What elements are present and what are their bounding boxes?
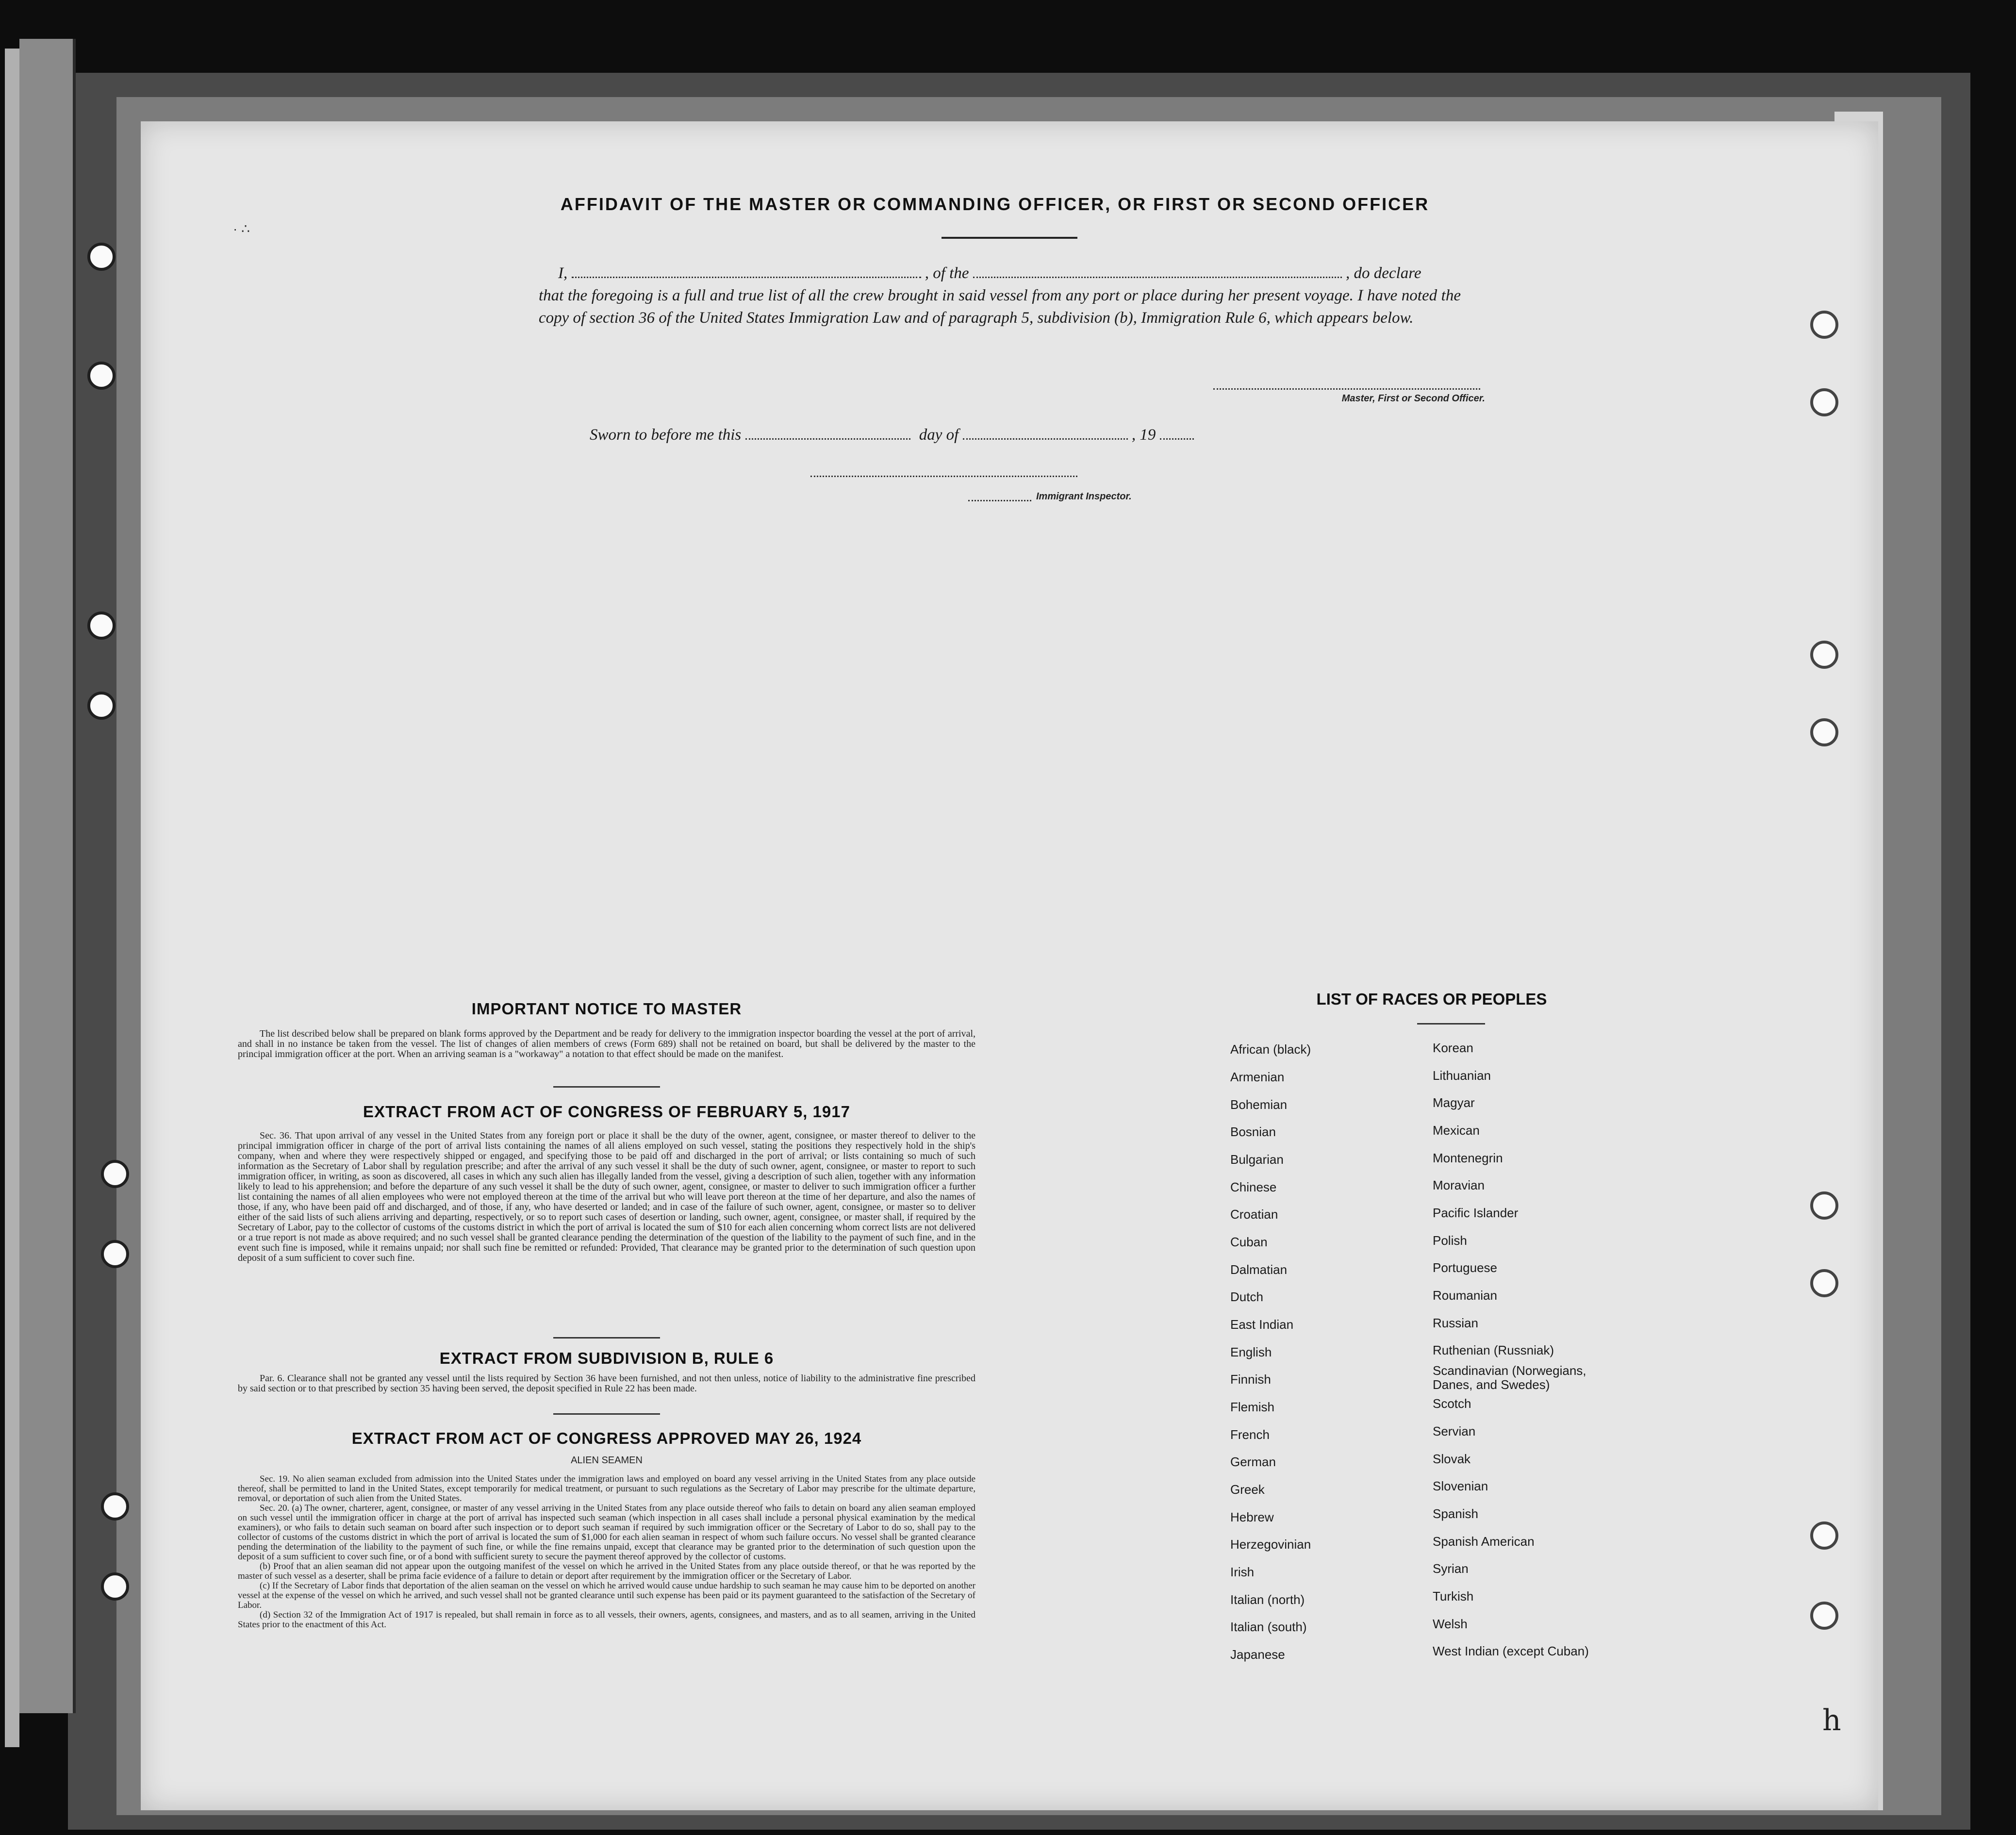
stray-mark: · ∴: [233, 221, 250, 236]
affidavit-title: AFFIDAVIT OF THE MASTER OR COMMANDING OFFICER, OR FIRST OR SECOND OFFICER: [560, 194, 1430, 214]
notice-paragraph: The list described below shall be prepared on blank forms approved by the Department and be ready for delivery to the immigration inspector boarding the vessel at the port of arrival, and shall in no instance be taken from the vessel. The list of changes of alien members of crews (Form 689) shall not be retained on board, but shall be delivered by the master to the principal immigration officer at the port. When an arriving seaman is a "workaway" a notation to that effect should be made on the manifest.: [238, 1028, 975, 1059]
races-rule: [1417, 1023, 1485, 1025]
sworn-year-field[interactable]: [1160, 429, 1194, 440]
race-item: Bohemian: [1230, 1097, 1288, 1112]
affidavit-text: that the foregoing is a full and true list of all the crew brought in said vessel from any port or place during her present voyage. I have noted the copy of section 36 of the United States Immigration Law and of paragraph 5, subdivision (b), Immigration Rule 6, which appears below.: [539, 287, 1461, 327]
race-item: Servian: [1433, 1424, 1476, 1438]
name-field[interactable]: [572, 267, 921, 278]
race-item: Portuguese: [1433, 1260, 1497, 1275]
master-signature-line[interactable]: [1213, 388, 1480, 390]
extract-1924-paragraph: (d) Section 32 of the Immigration Act of 1917 is repealed, but shall remain in force as to all vessels, their owners, agents, consignees, and masters, and as to all seamen, arriving in the United States prior to the enactment of this Act.: [238, 1610, 975, 1630]
race-item: Turkish: [1433, 1589, 1474, 1604]
race-item: Irish: [1230, 1565, 1255, 1579]
race-item: Dalmatian: [1230, 1262, 1288, 1277]
binder-strip: [19, 39, 76, 1713]
race-item: Bosnian: [1230, 1124, 1276, 1139]
notice-text: [238, 1029, 975, 1059]
race-item: Roumanian: [1433, 1288, 1497, 1303]
sworn-day-field[interactable]: [745, 429, 910, 440]
race-item: Polish: [1433, 1233, 1467, 1248]
vessel-field[interactable]: [973, 267, 1342, 278]
extract-rule6-text: [238, 1373, 975, 1394]
race-item: Hebrew: [1230, 1510, 1274, 1524]
race-item: Armenian: [1230, 1070, 1285, 1084]
race-item: Mexican: [1433, 1123, 1480, 1138]
race-item: Scotch: [1433, 1396, 1471, 1411]
race-item: Finnish: [1230, 1372, 1271, 1387]
race-item: Magyar: [1433, 1095, 1475, 1110]
section-rule: [553, 1086, 660, 1088]
race-item: Flemish: [1230, 1400, 1275, 1414]
race-item: Syrian: [1433, 1561, 1469, 1576]
declare-label: , do declare: [1345, 265, 1421, 282]
race-item: German: [1230, 1455, 1276, 1469]
race-item: West Indian (except Cuban): [1433, 1644, 1589, 1658]
race-item: English: [1230, 1345, 1272, 1359]
race-item: African (black): [1230, 1042, 1311, 1057]
race-item: Dutch: [1230, 1289, 1263, 1304]
race-item: Montenegrin: [1433, 1151, 1503, 1165]
title-rule: [942, 237, 1077, 239]
race-item: Slovenian: [1433, 1479, 1488, 1493]
punch-hole: [87, 243, 116, 271]
punch-hole: [101, 1160, 129, 1188]
race-item: Greek: [1230, 1482, 1265, 1497]
race-item: East Indian: [1230, 1317, 1294, 1332]
extract-1917-title: EXTRACT FROM ACT OF CONGRESS OF FEBRUARY 5, 1917: [363, 1103, 850, 1121]
punch-hole: [1810, 1602, 1838, 1630]
punch-hole: [1810, 641, 1838, 669]
affidavit-first-line: [539, 262, 1461, 284]
section-rule: [553, 1337, 660, 1339]
sworn-line: [590, 426, 1269, 444]
race-item: Herzegovinian: [1230, 1537, 1311, 1552]
of-the-label: , of the: [925, 265, 969, 282]
binder-strip-outer: [5, 49, 19, 1747]
extract-1924-paragraph: Sec. 20. (a) The owner, charterer, agent, consignee, or master of any vessel arriving in the United States from any place outside thereof who fails to detain on board any alien seaman employed on such vessel until the immigration officer in charge at the port of arrival has inspected such seaman (which inspection in all cases shall include a personal physical examination by the medical examiners), or who fails to detain such seaman on board after such inspection or to deport such seaman if required by such immigration officer or the Secretary of Labor to do so, shall pay to the collector of customs of the customs district in which the port of arrival is located the sum of $1,000 for each alien seaman in respect of whom such failure occurs. No vessel shall be granted clearance pending the determination of the liability to the payment of such fine, or while the fine remains unpaid, except that clearance may be granted prior to the determination of such question upon the deposit of a sum sufficient to cover such fine, or of a bond with sufficient surety to secure the payment thereof approved by the collector of customs.: [238, 1503, 975, 1562]
punch-hole: [87, 612, 116, 640]
inspector-signature-line[interactable]: [810, 476, 1077, 477]
punch-hole: [1810, 1191, 1838, 1220]
inspector-short-line: [968, 500, 1031, 501]
affidavit-body: [539, 262, 1461, 329]
extract-1917-paragraph: Sec. 36. That upon arrival of any vessel in the United States from any foreign port or place it shall be the duty of the owner, agent, consignee, or master thereof to deliver to the principal immigration officer in charge of the port of arrival lists containing the names of all aliens employed on such vessel, stating the positions they respectively hold in the ship's company, when and where they were respectively shipped or engaged, and specifying those to be paid off and discharged in the port of arrival; or lists containing so much of such information as the Secretary of Labor shall by regulation prescribe; and after the arrival of any such vessel it shall be the duty of such owner, agent, consignee, or master to report to such immigration officer, in writing, as soon as discovered, all cases in which any such alien has illegally landed from the vessel, giving a description of such alien, together with any information likely to lead to his apprehension; and before the departure of any such vessel it shall be the duty of such owner, agent, consignee, or master to deliver to such immigration officer a further list containing the names of all alien employees who were not employed thereon at the time of the arrival but who will leave port thereon at the time of her departure, and also the names of those, if any, who have been paid off and discharged, and of those, if any, who have deserted or landed; and in case of the failure of such owner, agent, consignee, or master so to deliver either of the said lists of such aliens arriving and departing, respectively, or so to report such cases of desertion or landing, such owner, agent, consignee, or master shall, if required by the Secretary of Labor, pay to the collector of customs of the customs district in which the port of arrival is located the sum of $10 for each alien concerning whom correct lists are not delivered or a true report is not made as above required; and no such vessel shall be granted clearance pending the determination of the question of the liability to the payment of such fine, and in the event such fine is imposed, while it remains unpaid; nor shall such fine be remitted or refunded: Provided, That clearance may be granted prior to the determination of such question upon deposit of a sum sufficient to cover such fine.: [238, 1130, 975, 1263]
race-item: Scandinavian (Norwegians, Danes, and Swedes): [1433, 1363, 1586, 1392]
extract-1917-text: [238, 1131, 975, 1263]
race-item: Italian (north): [1230, 1592, 1305, 1607]
year-label: , 19: [1131, 426, 1156, 444]
sworn-label: Sworn to before me this: [590, 426, 742, 444]
punch-hole: [1810, 1521, 1838, 1550]
punch-hole: [101, 1492, 129, 1521]
punch-hole: [101, 1572, 129, 1601]
race-item: Italian (south): [1230, 1620, 1307, 1634]
master-signature-label: Master, First or Second Officer.: [1341, 393, 1485, 404]
extract-1924-title: EXTRACT FROM ACT OF CONGRESS APPROVED MAY 26, 1924: [351, 1429, 862, 1447]
race-item: Chinese: [1230, 1180, 1277, 1194]
race-item: Croatian: [1230, 1207, 1278, 1222]
race-item: Korean: [1433, 1041, 1473, 1055]
handwritten-mark: h: [1822, 1703, 1841, 1737]
section-rule: [553, 1413, 660, 1415]
race-item: Lithuanian: [1433, 1068, 1491, 1083]
extract-rule6-paragraph: Par. 6. Clearance shall not be granted any vessel until the lists required by Section 36 have been furnished, and not then unless, notice of liability to the administrative fine prescribed by said section or to that prescribed by section 35 having been served, the deposit specified in Rule 22 has been made.: [238, 1373, 975, 1394]
i-label: I,: [558, 265, 568, 282]
extract-1924-paragraph: (b) Proof that an alien seaman did not appear upon the outgoing manifest of the vessel on which he arrived in the United States from any place outside thereof, or that he was reported by the master of such vessel as a deserter, shall be prima facie evidence of a failure to detain or deport after requirement by the immigration officer or the Secretary of Labor.: [238, 1561, 975, 1581]
punch-hole: [1810, 1269, 1838, 1297]
race-item: Bulgarian: [1230, 1152, 1284, 1167]
day-of-label: day of: [919, 426, 959, 444]
alien-seamen-subtitle: ALIEN SEAMEN: [571, 1455, 643, 1466]
punch-hole: [101, 1240, 129, 1268]
punch-hole: [87, 692, 116, 720]
extract-1924-paragraph: (c) If the Secretary of Labor finds that deportation of the alien seaman on the vessel on which he arrived would cause undue hardship to such seaman he may cause him to be deported on another vessel at the expense of the vessel on which he arrived, and such vessel shall not be granted clearance until such expense has been paid or its payment guaranteed to the satisfaction of the Secretary of Labor.: [238, 1581, 975, 1610]
race-item: Spanish American: [1433, 1534, 1535, 1549]
inspector-label: Immigrant Inspector.: [1036, 491, 1132, 502]
race-item: Russian: [1433, 1316, 1478, 1330]
sworn-month-field[interactable]: [963, 429, 1128, 440]
race-item: Spanish: [1433, 1506, 1478, 1521]
race-item: Slovak: [1433, 1452, 1471, 1466]
notice-title: IMPORTANT NOTICE TO MASTER: [471, 1000, 742, 1018]
punch-hole: [87, 362, 116, 390]
race-item: Ruthenian (Russniak): [1433, 1343, 1554, 1357]
race-item: Moravian: [1433, 1178, 1485, 1192]
races-title: LIST OF RACES OR PEOPLES: [1316, 990, 1547, 1008]
race-item: Welsh: [1433, 1617, 1468, 1631]
extract-1924-paragraph: Sec. 19. No alien seaman excluded from admission into the United States under the immigration laws and employed on board any vessel arriving in the United States from any place outside thereof, shall be permitted to land in the United States, except temporarily for medical treatment, or pursuant to such regulations as the Secretary of Labor may prescribe for the ultimate departure, removal, or deportation of such alien from the United States.: [238, 1474, 975, 1504]
extract-rule6-title: EXTRACT FROM SUBDIVISION B, RULE 6: [439, 1349, 774, 1367]
race-item: Pacific Islander: [1433, 1206, 1519, 1220]
race-item: Japanese: [1230, 1647, 1285, 1662]
extract-1924-text: [238, 1474, 975, 1630]
punch-hole: [1810, 388, 1838, 416]
punch-hole: [1810, 718, 1838, 746]
race-item: French: [1230, 1427, 1270, 1442]
punch-hole: [1810, 311, 1838, 339]
race-item: Cuban: [1230, 1235, 1268, 1249]
